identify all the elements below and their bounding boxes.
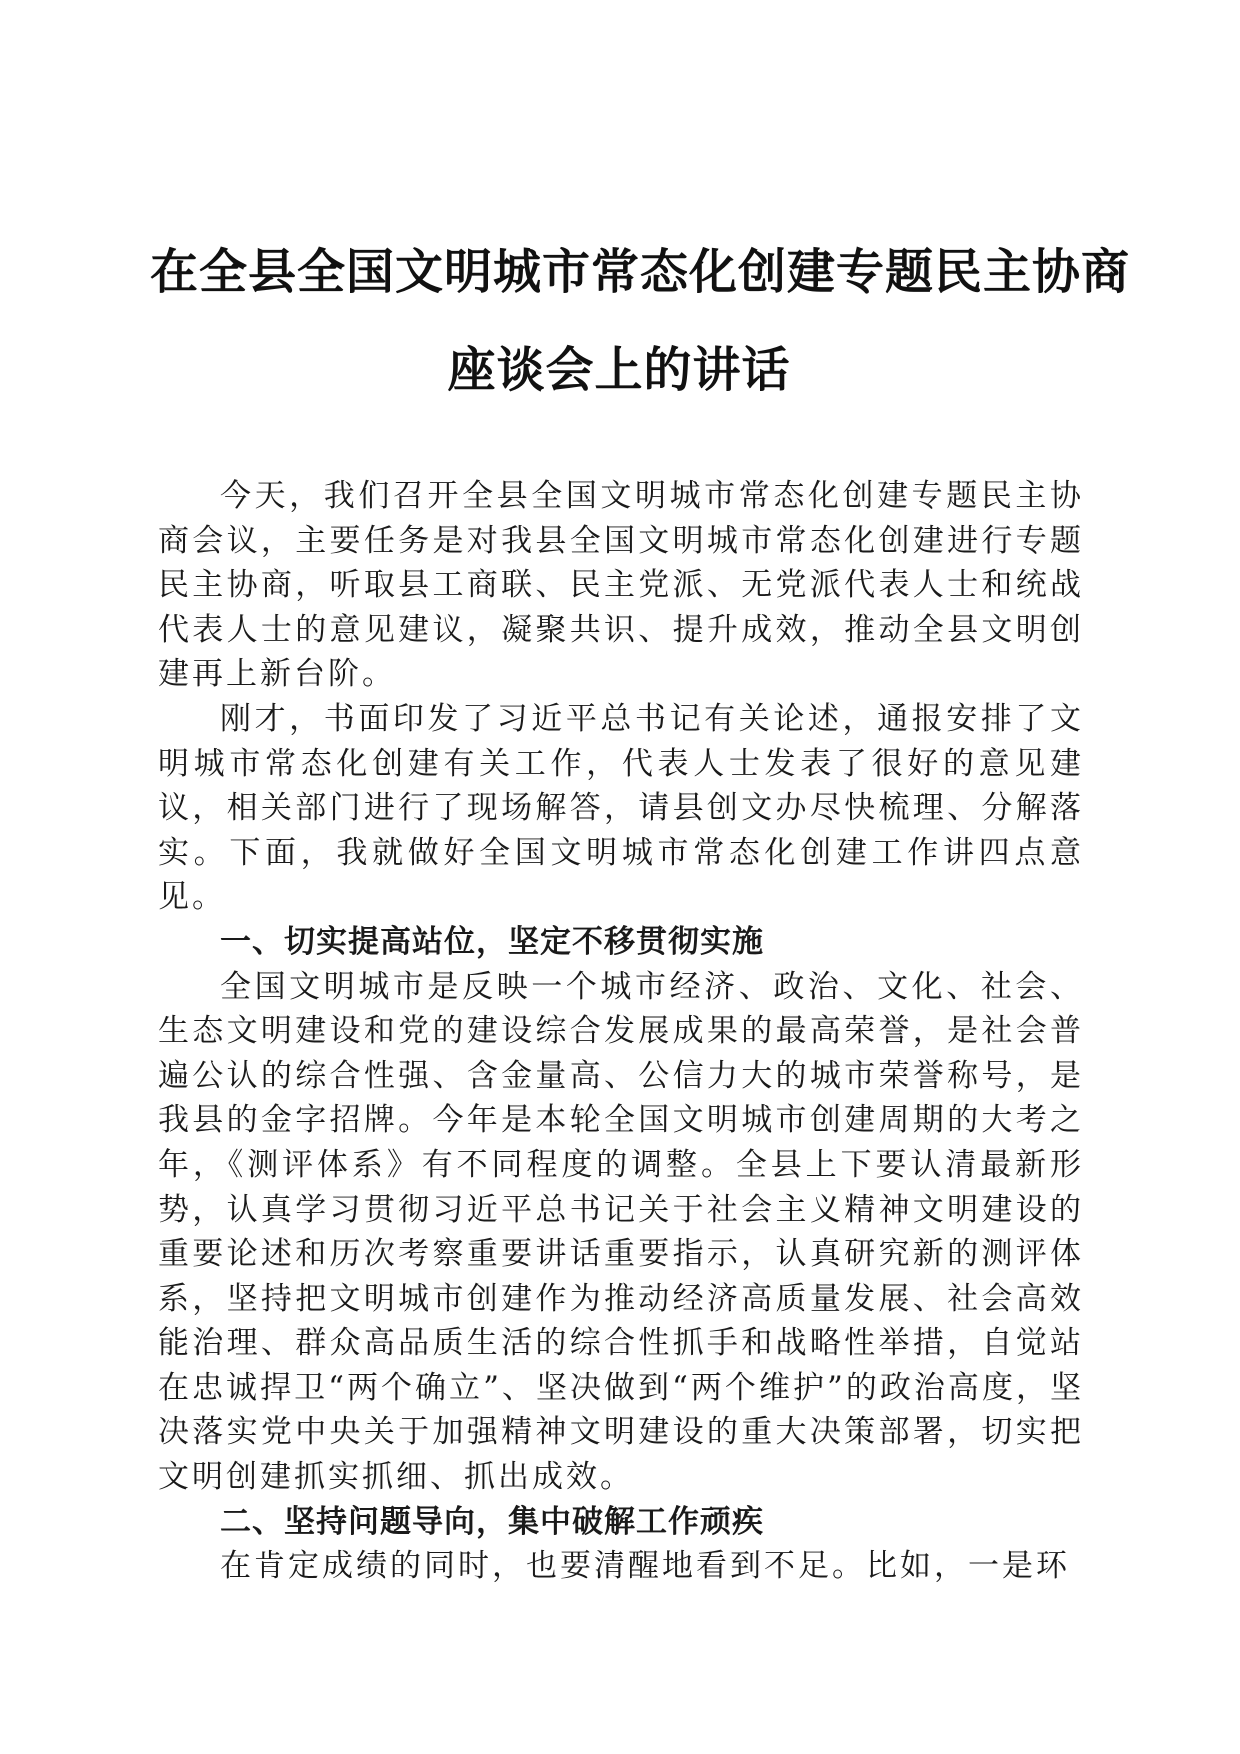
document-body: [158, 474, 1084, 1589]
title-line-2: 座谈会上的讲话: [447, 342, 791, 398]
paragraph-opening: 今天，我们召开全县全国文明城市常态化创建专题民主协商会议，主要任务是对我县全国文明城市常态化创建进行专题民主协商，听取县工商联、民主党派、无党派代表人士和统战代表人士的意见建议，凝聚共识、提升成效，推动全县文明创建再上新台阶。: [158, 478, 1084, 693]
document-title: [150, 244, 1131, 398]
section-heading-2: 二、坚持问题导向，集中破解工作顽疾: [220, 1503, 764, 1540]
section-heading-1: 一、切实提高站位，坚定不移贯彻实施: [220, 923, 764, 960]
title-line-1: 在全县全国文明城市常态化创建专题民主协商: [150, 244, 1131, 300]
paragraph-section-1: 全国文明城市是反映一个城市经济、政治、文化、社会、生态文明建设和党的建设综合发展成果的最高荣誉，是社会普遍公认的综合性强、含金量高、公信力大的城市荣誉称号，是我县的金字招牌。今年是本轮全国文明城市创建周期的大考之年，《测评体系》有不同程度的调整。全县上下要认清最新形势，认真学习贯彻习近平总书记关于社会主义精神文明建设的重要论述和历次考察重要讲话重要指示，认真研究新的测评体系，坚持把文明城市创建作为推动经济高质量发展、社会高效能治理、群众高品质生活的综合性抓手和战略性举措，自觉站在忠诚捍卫“两个确立”、坚决做到“两个维护”的政治高度，坚决落实党中央关于加强精神文明建设的重大决策部署，切实把文明创建抓实抓细、抓出成效。: [158, 968, 1084, 1496]
paragraph-overview: 刚才，书面印发了习近平总书记有关论述，通报安排了文明城市常态化创建有关工作，代表人士发表了很好的意见建议，相关部门进行了现场解答，请县创文办尽快梳理、分解落实。下面，我就做好全国文明城市常态化创建工作讲四点意见。: [158, 700, 1084, 916]
paragraph-section-2: 在肯定成绩的同时，也要清醒地看到不足。比如，一是环: [220, 1548, 1070, 1585]
